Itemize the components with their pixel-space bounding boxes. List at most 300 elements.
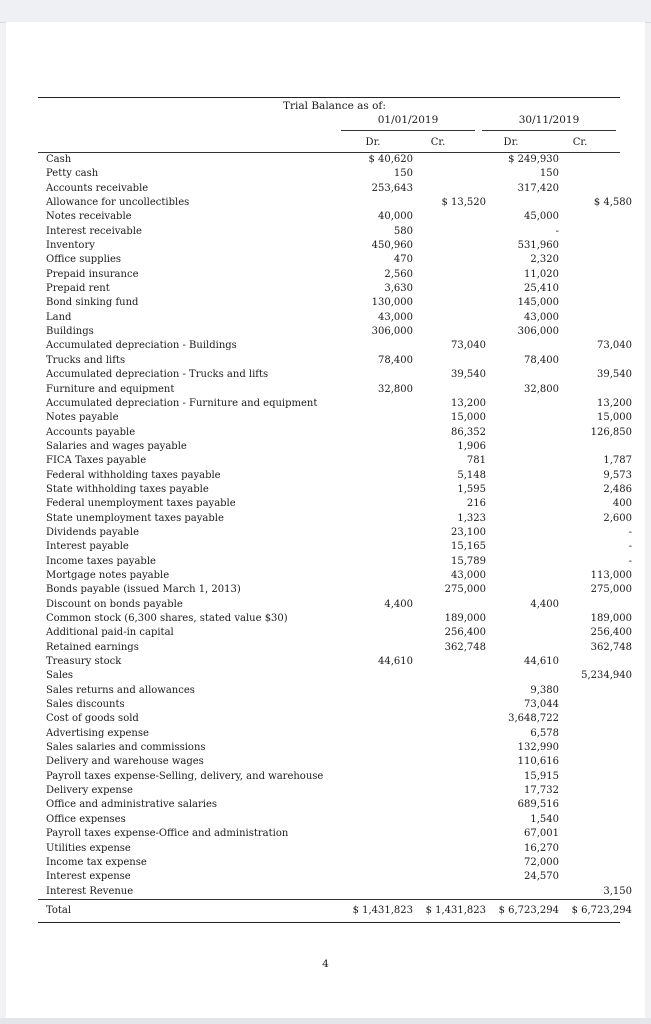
amount-cr1 [417, 268, 490, 282]
table-row [38, 354, 636, 368]
amount-dr1 [344, 827, 417, 841]
amount-cr2 [563, 842, 636, 856]
amount-dr2: 317,420 [517, 182, 559, 194]
amount-dr2: 72,000 [524, 856, 559, 868]
amount-cr2 [563, 253, 636, 267]
table-row [38, 827, 636, 841]
amount-dr1 [344, 483, 417, 497]
amount-cr2 [563, 282, 636, 296]
date-row [38, 114, 620, 130]
date-2-underline [482, 130, 616, 131]
amount-dr2: 44,610 [524, 656, 559, 668]
amount-dr1 [344, 669, 417, 683]
account-name: Cash [46, 154, 72, 165]
amount-cr1 [417, 325, 490, 339]
amount-dr1 [344, 196, 417, 210]
amount-dr2: 15,915 [524, 770, 559, 782]
amount-cr1: 15,000 [451, 412, 486, 424]
amount-cr1: 43,000 [451, 569, 486, 581]
amount-dr1 [344, 497, 417, 511]
amount-dr1 [344, 512, 417, 526]
amount-cr1: 13,200 [451, 397, 486, 409]
amount-cr1 [417, 253, 490, 267]
account-name: Sales returns and allowances [46, 684, 195, 696]
amount-dr1 [344, 526, 417, 540]
account-name: Sales salaries and commissions [46, 742, 206, 754]
account-name: Salaries and wages payable [46, 440, 187, 452]
amount-dr2 [490, 669, 563, 683]
amount-cr1 [417, 741, 490, 755]
amount-dr1: 450,960 [371, 240, 413, 252]
amount-dr1 [344, 712, 417, 726]
table-row [38, 426, 636, 440]
table-row [38, 755, 636, 769]
amount-cr1: 73,040 [451, 340, 486, 352]
amount-dr1: 32,800 [378, 383, 413, 395]
account-name: State withholding taxes payable [46, 483, 209, 495]
amount-cr1 [417, 598, 490, 612]
amount-cr1 [417, 856, 490, 870]
amount-dr2: 9,380 [530, 684, 559, 696]
table-row [38, 182, 636, 196]
account-name: Payroll taxes expense-Selling, delivery, and warehouse [46, 770, 324, 782]
amount-cr2 [563, 268, 636, 282]
account-name: Notes receivable [46, 211, 132, 223]
table-row [38, 153, 636, 167]
account-name: Dividends payable [46, 526, 140, 538]
amount-cr2 [563, 784, 636, 798]
account-name: Accumulated depreciation - Buildings [46, 340, 237, 352]
amount-dr2 [490, 512, 563, 526]
account-name: Notes payable [46, 412, 119, 424]
total-dr1: $ 1,431,823 [352, 904, 413, 916]
amount-cr1 [417, 167, 490, 181]
account-name: Income tax expense [46, 856, 147, 868]
account-name: Advertising expense [46, 727, 149, 739]
amount-dr2 [490, 569, 563, 583]
amount-cr2 [563, 741, 636, 755]
amount-dr2 [490, 469, 563, 483]
amount-dr1 [344, 426, 417, 440]
amount-dr1: 4,400 [384, 598, 413, 610]
amount-cr2: 126,850 [590, 426, 632, 438]
table-row [38, 784, 636, 798]
amount-cr2 [563, 827, 636, 841]
dr-cr-header [38, 134, 620, 152]
amount-dr1: 150 [393, 168, 413, 180]
total-table [38, 900, 636, 922]
amount-cr2 [563, 225, 636, 239]
account-name: Furniture and equipment [46, 383, 175, 395]
amount-dr2 [490, 526, 563, 540]
amount-dr2: 145,000 [517, 297, 559, 309]
account-name: Inventory [46, 240, 95, 252]
amount-cr1 [417, 842, 490, 856]
table-row [38, 397, 636, 411]
amount-cr1 [417, 225, 490, 239]
amount-cr2: - [628, 526, 632, 538]
account-name: Buildings [46, 326, 94, 338]
amount-dr1 [344, 411, 417, 425]
table-row [38, 842, 636, 856]
amount-dr2 [490, 454, 563, 468]
amount-cr1 [417, 182, 490, 196]
account-name: Treasury stock [46, 656, 122, 668]
amount-dr2: 150 [539, 168, 559, 180]
table-row [38, 669, 636, 683]
amount-dr1 [344, 440, 417, 454]
amount-cr2 [563, 856, 636, 870]
amount-cr2 [563, 798, 636, 812]
amount-dr2 [490, 497, 563, 511]
amount-dr2: 6,578 [530, 727, 559, 739]
amount-cr1 [417, 311, 490, 325]
amount-dr1: 306,000 [371, 326, 413, 338]
account-name: FICA Taxes payable [46, 455, 147, 467]
amount-dr2: $ 249,930 [508, 154, 559, 165]
total-dr2: $ 6,723,294 [498, 904, 559, 916]
amount-cr2 [563, 153, 636, 167]
account-name: Land [46, 311, 72, 323]
amount-dr1: 78,400 [378, 354, 413, 366]
amount-dr1: 130,000 [371, 297, 413, 309]
table-row [38, 555, 636, 569]
amount-dr1: 44,610 [378, 656, 413, 668]
amount-cr1: 781 [466, 455, 486, 467]
table-row [38, 239, 636, 253]
amount-cr2: - [628, 555, 632, 567]
amount-dr2 [490, 641, 563, 655]
title-row [38, 98, 620, 114]
amount-cr1 [417, 813, 490, 827]
amount-cr1 [417, 798, 490, 812]
account-name: Bonds payable (issued March 1, 2013) [46, 584, 241, 596]
amount-cr2 [563, 383, 636, 397]
amount-dr1: 470 [393, 254, 413, 266]
amount-cr2: 189,000 [590, 613, 632, 624]
amount-dr2 [490, 368, 563, 382]
amount-dr1: 3,630 [384, 283, 413, 295]
page-number: 4 [322, 958, 329, 970]
account-name: State unemployment taxes payable [46, 512, 224, 524]
account-name: Prepaid rent [46, 283, 110, 295]
amount-dr2: 1,540 [530, 813, 559, 825]
amount-cr2: 15,000 [597, 412, 632, 424]
account-name: Office expenses [46, 813, 126, 825]
amount-dr1 [344, 813, 417, 827]
amount-dr1: 43,000 [378, 311, 413, 323]
amount-cr2 [563, 296, 636, 310]
table-row [38, 497, 636, 511]
account-name: Federal unemployment taxes payable [46, 498, 236, 510]
amount-dr1 [344, 555, 417, 569]
amount-cr2 [563, 727, 636, 741]
amount-cr2 [563, 440, 636, 454]
table-row [38, 741, 636, 755]
amount-cr1 [417, 669, 490, 683]
account-name: Sales discounts [46, 699, 125, 711]
table-row [38, 526, 636, 540]
account-name: Delivery and warehouse wages [46, 756, 204, 768]
amount-cr1: 256,400 [444, 627, 486, 639]
account-name: Retained earnings [46, 641, 139, 653]
date-2: 30/11/2019 [518, 114, 580, 126]
amount-dr1 [344, 798, 417, 812]
amount-cr2 [563, 684, 636, 698]
amount-cr1 [417, 153, 490, 167]
amount-dr2: 11,020 [524, 268, 559, 280]
account-name: Allowance for uncollectibles [46, 197, 190, 209]
account-name: Discount on bonds payable [46, 598, 183, 610]
table-row [38, 626, 636, 640]
table-row [38, 712, 636, 726]
amount-cr2: $ 4,580 [593, 197, 632, 209]
table-row [38, 296, 636, 310]
table-row [38, 885, 636, 899]
amount-cr2 [563, 311, 636, 325]
amount-dr2: 17,732 [524, 785, 559, 797]
total-cr2: $ 6,723,294 [571, 904, 632, 916]
amount-cr2 [563, 655, 636, 669]
account-name: Trucks and lifts [46, 354, 126, 366]
table-row [38, 196, 636, 210]
account-name: Cost of goods sold [46, 713, 139, 725]
amount-cr1 [417, 655, 490, 669]
amount-dr1 [344, 727, 417, 741]
amount-dr2: 24,570 [524, 871, 559, 883]
amount-dr2 [490, 612, 563, 626]
amount-cr2: 5,234,940 [581, 670, 632, 682]
account-name: Interest payable [46, 541, 129, 553]
table-row [38, 339, 636, 353]
amount-cr1 [417, 755, 490, 769]
account-name: Federal withholding taxes payable [46, 469, 221, 481]
amount-dr1 [344, 339, 417, 353]
account-name: Prepaid insurance [46, 268, 139, 280]
amount-cr2: 13,200 [597, 397, 632, 409]
table-row [38, 268, 636, 282]
amount-dr1 [344, 583, 417, 597]
total-row [38, 900, 636, 922]
amount-cr1 [417, 784, 490, 798]
table-row [38, 253, 636, 267]
amount-dr2: 3,648,722 [508, 713, 559, 725]
amount-dr2 [490, 555, 563, 569]
date-1-underline [341, 130, 475, 131]
amount-cr2: - [628, 541, 632, 553]
table-row [38, 856, 636, 870]
amount-cr1: 39,540 [451, 369, 486, 381]
table-row [38, 325, 636, 339]
account-name: Payroll taxes expense-Office and administration [46, 828, 289, 840]
amount-cr2: 2,600 [603, 512, 632, 524]
amount-dr1 [344, 784, 417, 798]
amount-dr2 [490, 626, 563, 640]
amount-cr2: 275,000 [590, 584, 632, 596]
amount-cr1: 1,595 [457, 483, 486, 495]
amount-dr1: 580 [393, 225, 413, 237]
account-name: Sales [46, 670, 74, 682]
amount-dr2: 110,616 [517, 756, 559, 768]
account-name: Additional paid-in capital [46, 627, 174, 639]
amount-cr1: 216 [466, 498, 486, 510]
amount-cr2: 2,486 [603, 483, 632, 495]
balance-table [38, 153, 636, 899]
amount-cr1 [417, 239, 490, 253]
account-name: Office supplies [46, 254, 122, 266]
amount-dr1 [344, 698, 417, 712]
amount-dr1 [344, 870, 417, 884]
table-row [38, 311, 636, 325]
amount-cr1: 189,000 [444, 613, 486, 624]
amount-dr2: 2,320 [530, 254, 559, 266]
amount-cr1 [417, 885, 490, 899]
table-row [38, 684, 636, 698]
amount-cr2 [563, 598, 636, 612]
amount-cr2: 362,748 [590, 641, 632, 653]
amount-dr2: 689,516 [517, 799, 559, 811]
amount-dr1 [344, 540, 417, 554]
amount-dr1 [344, 397, 417, 411]
table-row [38, 655, 636, 669]
amount-dr2: 32,800 [524, 383, 559, 395]
account-name: Interest Revenue [46, 885, 134, 897]
amount-cr1: 1,323 [457, 512, 486, 524]
amount-dr2: 43,000 [524, 311, 559, 323]
amount-dr1: $ 40,620 [368, 154, 413, 165]
table-row [38, 282, 636, 296]
trial-balance [38, 97, 632, 923]
table-row [38, 167, 636, 181]
table-row [38, 770, 636, 784]
table-row [38, 583, 636, 597]
account-name: Accumulated depreciation - Trucks and lifts [46, 369, 269, 381]
amount-cr1 [417, 383, 490, 397]
amount-cr1 [417, 770, 490, 784]
table-row [38, 440, 636, 454]
table-row [38, 411, 636, 425]
amount-cr2 [563, 354, 636, 368]
account-name: Delivery expense [46, 785, 133, 797]
amount-dr2 [490, 540, 563, 554]
amount-dr2: 306,000 [517, 326, 559, 338]
amount-dr1 [344, 885, 417, 899]
dr-header-2: Dr. [503, 137, 519, 148]
amount-dr2: 4,400 [530, 598, 559, 610]
amount-dr2 [490, 483, 563, 497]
table-row [38, 569, 636, 583]
amount-dr2: 78,400 [524, 354, 559, 366]
amount-dr1 [344, 368, 417, 382]
amount-dr1 [344, 842, 417, 856]
account-name: Mortgage notes payable [46, 569, 170, 581]
viewer-top-bar [0, 0, 651, 23]
amount-dr1 [344, 626, 417, 640]
amount-cr2: 73,040 [597, 340, 632, 352]
account-name: Interest receivable [46, 225, 142, 237]
amount-cr1 [417, 712, 490, 726]
amount-cr2 [563, 325, 636, 339]
date-1: 01/01/2019 [377, 114, 439, 126]
amount-dr2: 16,270 [524, 842, 559, 854]
amount-cr1 [417, 210, 490, 224]
amount-dr2 [490, 339, 563, 353]
amount-cr1 [417, 727, 490, 741]
account-name: Interest expense [46, 871, 131, 883]
table-row [38, 512, 636, 526]
table-row [38, 612, 636, 626]
amount-cr2: 400 [612, 498, 632, 510]
amount-cr2: 9,573 [603, 469, 632, 481]
amount-dr2: 73,044 [524, 699, 559, 711]
amount-cr1: 86,352 [451, 426, 486, 438]
cr-header-2: Cr. [572, 137, 588, 148]
amount-dr2 [490, 411, 563, 425]
table-row [38, 641, 636, 655]
amount-dr1 [344, 741, 417, 755]
amount-cr2 [563, 755, 636, 769]
amount-cr2 [563, 813, 636, 827]
table-row [38, 813, 636, 827]
amount-dr1 [344, 755, 417, 769]
table-row [38, 210, 636, 224]
table-row [38, 870, 636, 884]
account-name: Petty cash [46, 168, 99, 180]
amount-dr2 [490, 397, 563, 411]
amount-dr2 [490, 196, 563, 210]
amount-cr2 [563, 182, 636, 196]
amount-dr1 [344, 612, 417, 626]
amount-cr1 [417, 684, 490, 698]
table-row [38, 540, 636, 554]
total-label: Total [46, 904, 72, 916]
table-row [38, 383, 636, 397]
account-name: Income taxes payable [46, 555, 156, 567]
amount-dr1 [344, 856, 417, 870]
amount-cr1 [417, 698, 490, 712]
amount-cr2: 39,540 [597, 369, 632, 381]
amount-dr1 [344, 770, 417, 784]
amount-dr2 [490, 583, 563, 597]
table-row [38, 698, 636, 712]
table-row [38, 598, 636, 612]
account-name: Accumulated depreciation - Furniture and equipment [46, 397, 318, 409]
amount-dr1: 2,560 [384, 268, 413, 280]
table-row [38, 225, 636, 239]
table-row [38, 798, 636, 812]
viewer-bottom-bar [0, 1018, 651, 1024]
account-name: Office and administrative salaries [46, 799, 218, 811]
cr-header-1: Cr. [430, 137, 446, 148]
amount-cr1: $ 13,520 [441, 197, 486, 209]
amount-cr1 [417, 870, 490, 884]
amount-dr1 [344, 469, 417, 483]
amount-cr1 [417, 296, 490, 310]
amount-dr2: 67,001 [524, 828, 559, 840]
table-row [38, 368, 636, 382]
amount-cr2: 1,787 [603, 455, 632, 467]
amount-cr1: 362,748 [444, 641, 486, 653]
table-row [38, 454, 636, 468]
amount-cr2 [563, 210, 636, 224]
amount-cr1: 15,789 [451, 555, 486, 567]
amount-dr2 [490, 426, 563, 440]
dr-header-1: Dr. [365, 137, 381, 148]
amount-dr1: 40,000 [378, 211, 413, 223]
amount-dr2: 25,410 [524, 283, 559, 295]
account-name: Bond sinking fund [46, 297, 139, 309]
account-name: Common stock (6,300 shares, stated value $30) [46, 613, 288, 624]
